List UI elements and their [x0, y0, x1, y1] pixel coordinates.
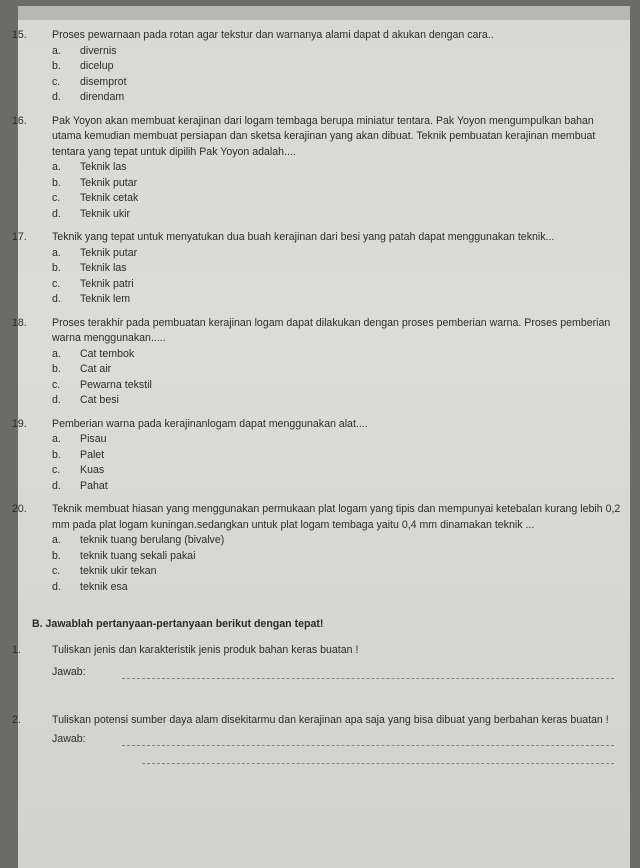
option-16d: d. Teknik ukir: [52, 207, 131, 220]
answer-label-1: Jawab:: [52, 665, 86, 678]
answer-line-2-extra[interactable]: [32, 750, 622, 768]
question-20: 20. Teknik membuat hiasan yang menggunakan permukaan plat logam yang tipis dan mempunyai ketebalan kurang lebih 0,2 mm pada plat logam kuningan.sedangkan untuk plat logam tembaga yaitu 0,4 mm dinamakan teknik ...: [12, 503, 621, 531]
option-18c: c. Pewarna tekstil: [52, 378, 152, 391]
option-19d: d. Pahat: [52, 479, 108, 492]
worksheet-page: [12, 6, 630, 868]
option-19c: c. Kuas: [52, 464, 105, 476]
question-16: 16. Pak Yoyon akan membuat kerajinan dari logam tembaga berupa miniatur tentara. Pak Yoyon mengumpulkan bahan utama kemudian membuat persiapan dan sketsa kerajinan yang akan dibuat. Teknik pembuatan kerajinan membuat tentara yang tepat untuk dipilih Pak Yoyon adalah....: [12, 114, 596, 158]
question-15: 15. Proses pewarnaan pada rotan agar tekstur dan warnanya alami dapat d akukan dengan cara..: [12, 29, 494, 41]
option-16a: a. Teknik las: [52, 161, 127, 173]
option-19b: b. Palet: [52, 448, 105, 461]
option-20b: b. teknik tuang sekali pakai: [52, 549, 196, 562]
option-18b: b. Cat air: [52, 363, 112, 375]
answer-line-2[interactable]: [32, 732, 622, 750]
question-19: 19. Pemberian warna pada kerajinanlogam dapat menggunakan alat....: [12, 417, 368, 430]
option-16c: c. Teknik cetak: [52, 192, 139, 204]
option-20a: a. teknik tuang berulang (bivalve): [52, 534, 225, 546]
option-16b: b. Teknik putar: [52, 176, 138, 189]
option-15b: b. dicelup: [52, 60, 114, 72]
option-20c: c. teknik ukir tekan: [52, 565, 157, 577]
essay-question-1: 1. Tuliskan jenis dan karakteristik jenis produk bahan keras buatan !: [12, 644, 359, 657]
option-17a: a. Teknik putar: [52, 246, 138, 259]
question-list: [12, 28, 622, 768]
option-15d: d. direndam: [52, 91, 125, 103]
essay-question-2: 2. Tuliskan potensi sumber daya alam disekitarmu dan kerajinan apa saja yang bisa dibuat yang berbahan keras buatan !: [12, 713, 609, 726]
option-17c: c. Teknik patri: [52, 277, 134, 290]
option-18d: d. Cat besi: [52, 394, 119, 406]
option-18a: a. Cat tembok: [52, 347, 135, 360]
option-20d: d. teknik esa: [52, 580, 128, 593]
answer-line-1[interactable]: [32, 665, 622, 683]
option-15c: c. disemprot: [52, 75, 127, 88]
answer-label-2: Jawab:: [52, 733, 86, 746]
option-17d: d. Teknik lem: [52, 293, 131, 305]
option-19a: a. Pisau: [52, 433, 107, 445]
question-17: 17. Teknik yang tepat untuk menyatukan dua buah kerajinan dari besi yang patah dapat menggunakan teknik...: [12, 231, 555, 243]
question-18: 18. Proses terakhir pada pembuatan kerajinan logam dapat dilakukan dengan proses pemberian warna. Proses pemberian warna menggunakan.....: [12, 316, 611, 344]
section-b-title: B. Jawablah pertanyaan-pertanyaan berikut dengan tepat!: [32, 618, 324, 630]
option-15a: a. divernis: [52, 44, 117, 57]
option-17b: b. Teknik las: [52, 262, 127, 274]
